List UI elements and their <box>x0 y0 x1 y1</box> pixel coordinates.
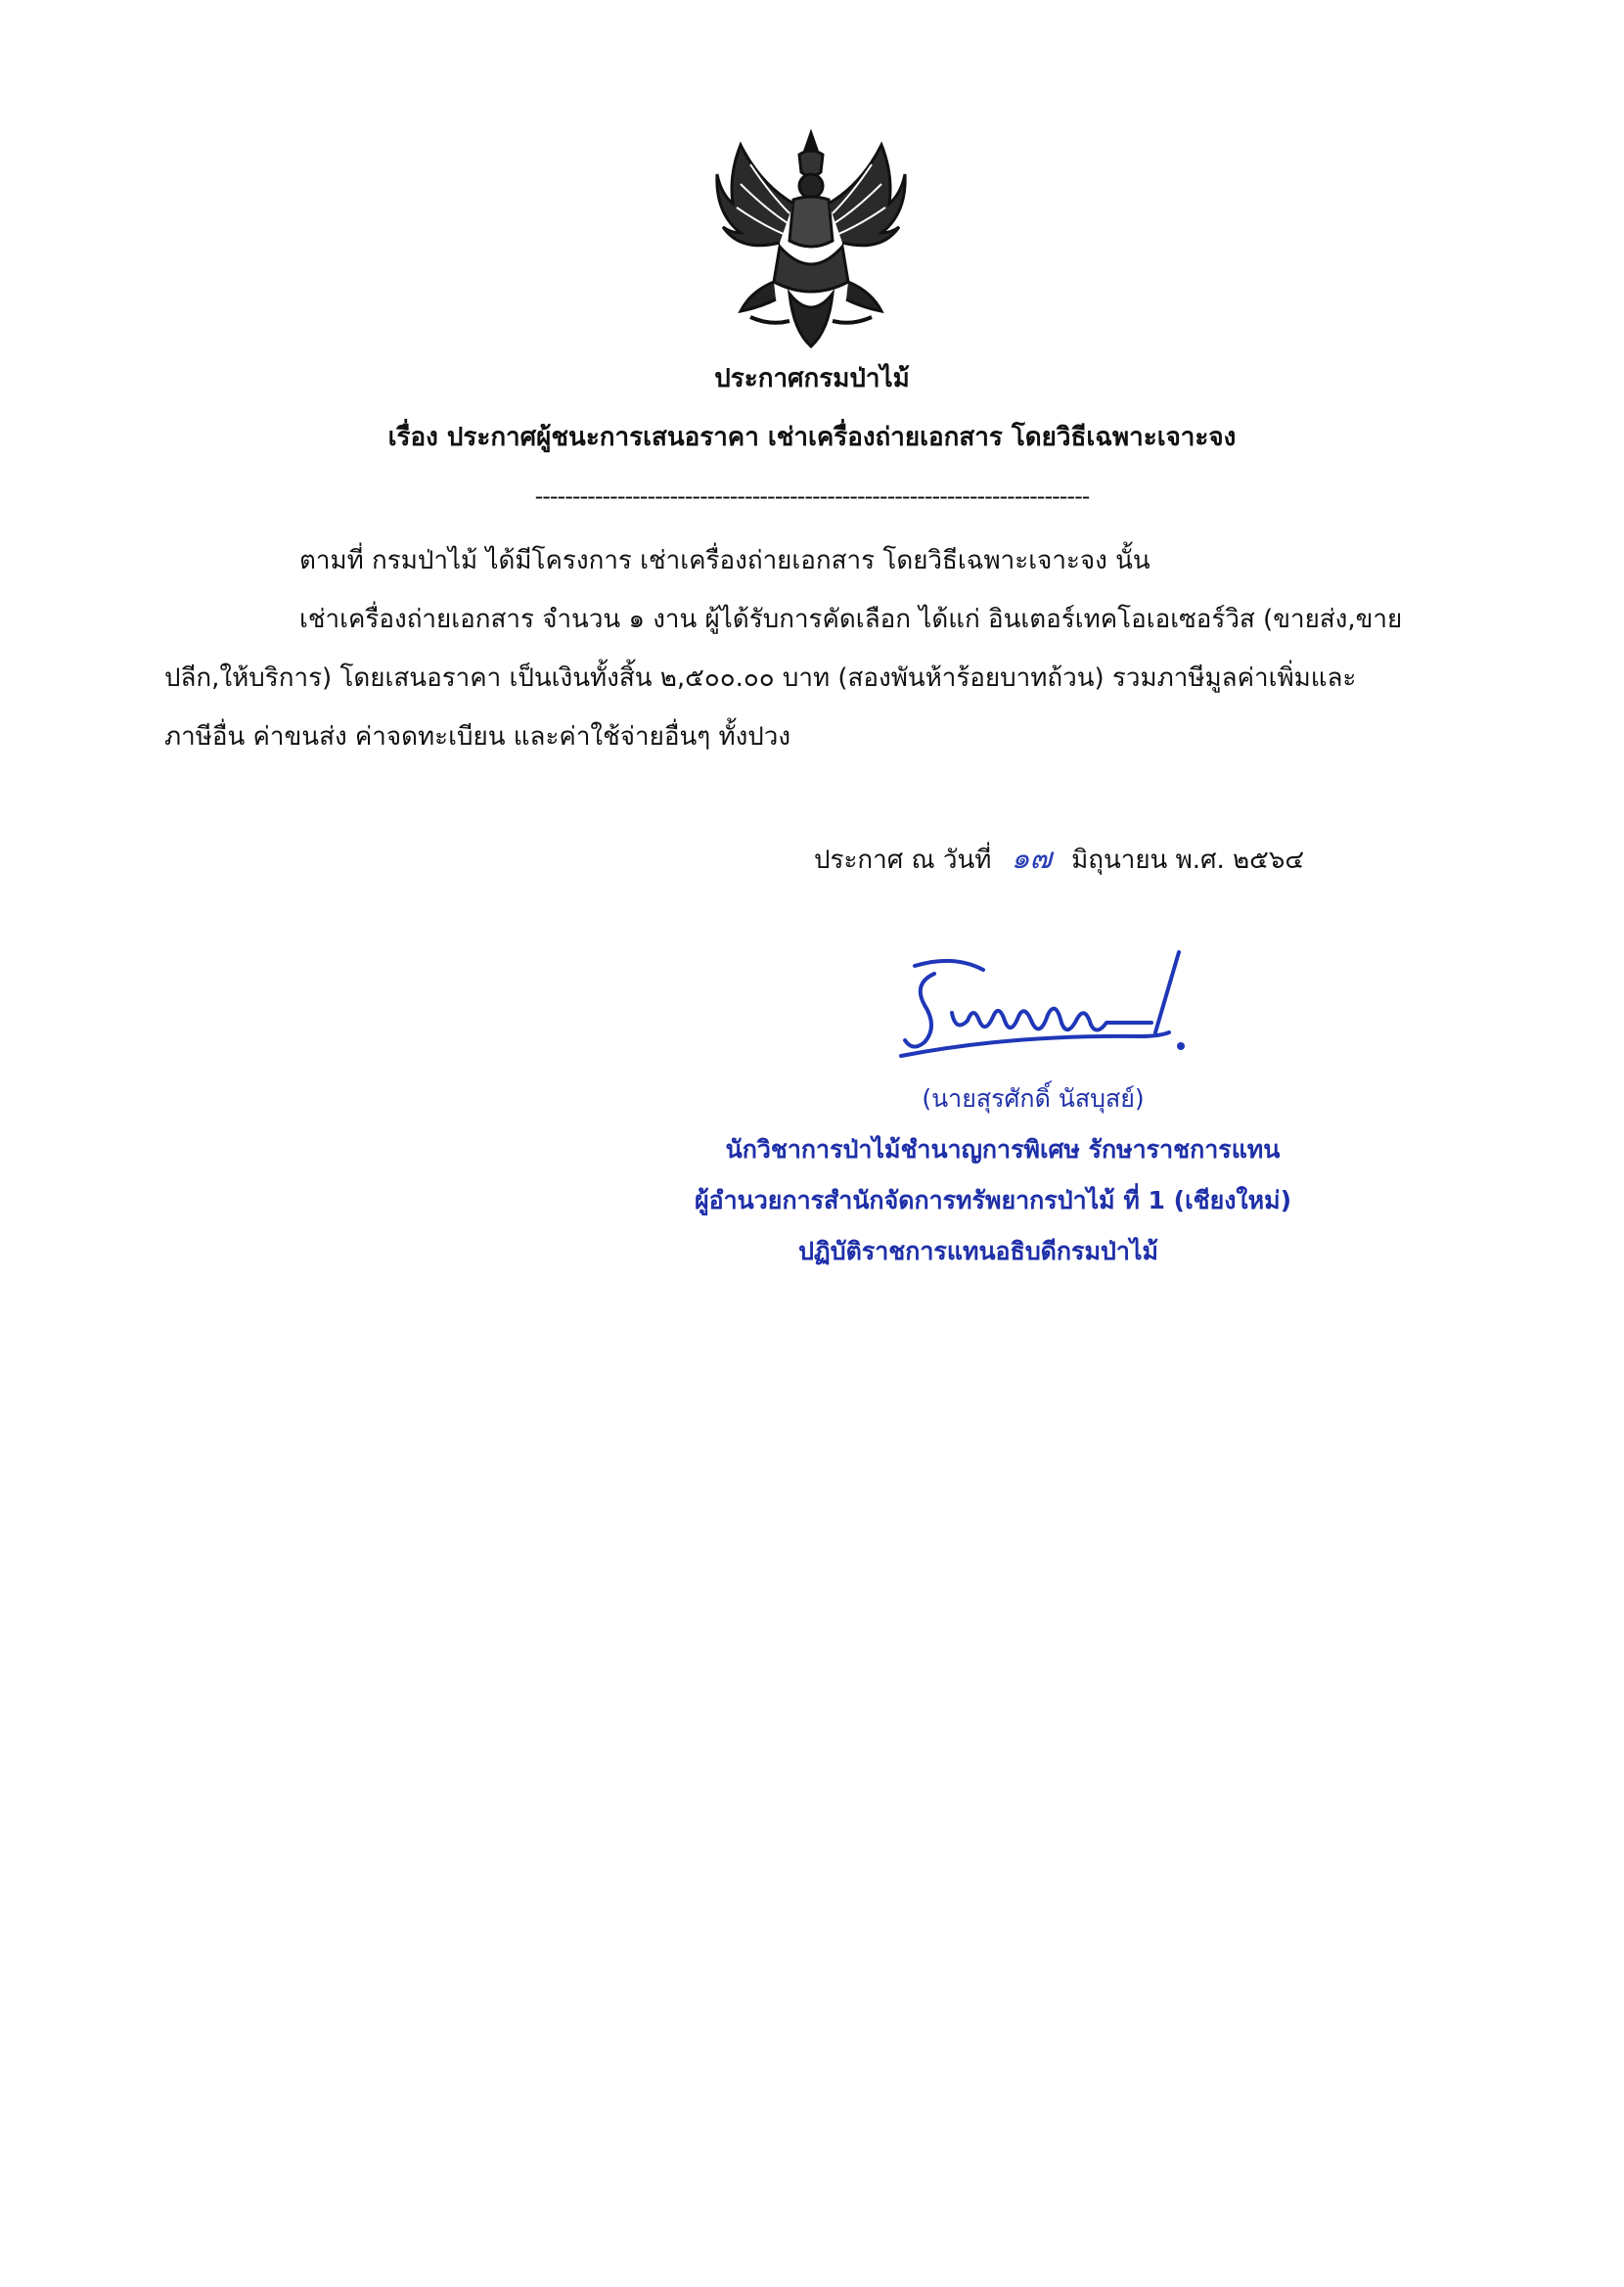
title-divider: -------------------------------------------------------------------------- <box>534 482 1090 510</box>
garuda-emblem-icon <box>711 125 912 350</box>
body-paragraph-2-line-2: ปลีก,ให้บริการ) โดยเสนอราคา เป็นเงินทั้งสิ้น ๒,๕๐๐.๐๐ บาท (สองพันห้าร้อยบาทถ้วน) รวมภาษีมูลค่าเพิ่มและ <box>164 663 1357 693</box>
document-subject: เรื่อง ประกาศผู้ชนะการเสนอราคา เช่าเครื่องถ่ายเอกสาร โดยวิธีเฉพาะเจาะจง <box>387 423 1237 452</box>
document-title: ประกาศกรมป่าไม้ <box>714 364 910 393</box>
signatory-name: (นายสุรศักดิ์ นัสบุสย์) <box>922 1084 1145 1113</box>
date-prefix: ประกาศ ณ วันที่ <box>814 846 992 875</box>
body-paragraph-2-line-1: เช่าเครื่องถ่ายเอกสาร จำนวน ๑ งาน ผู้ได้รับการคัดเลือก ได้แก่ อินเตอร์เทคโอเอเซอร์วิส (ขายส่ง,ขาย <box>299 605 1403 634</box>
announcement-date <box>814 842 1304 877</box>
body-paragraph-2-line-3: ภาษีอื่น ค่าขนส่ง ค่าจดทะเบียน และค่าใช้จ่ายอื่นๆ ทั้งปวง <box>164 722 791 752</box>
date-suffix: มิถุนายน พ.ศ. ๒๕๖๔ <box>1071 846 1305 875</box>
date-day-handwritten: ๑๗ <box>1011 842 1053 876</box>
signatory-position-3: ปฏิบัติราชการแทนอธิบดีกรมป่าไม้ <box>798 1237 1158 1265</box>
signatory-position-2: ผู้อำนวยการสำนักจัดการทรัพยากรป่าไม้ ที่ 1 (เชียงใหม่) <box>694 1186 1292 1214</box>
handwritten-signature <box>895 944 1208 1067</box>
body-paragraph-1: ตามที่ กรมป่าไม้ ได้มีโครงการ เช่าเครื่องถ่ายเอกสาร โดยวิธีเฉพาะเจาะจง นั้น <box>299 546 1150 575</box>
signatory-position-1: นักวิชาการป่าไม้ชำนาญการพิเศษ รักษาราชการแทน <box>725 1135 1281 1164</box>
